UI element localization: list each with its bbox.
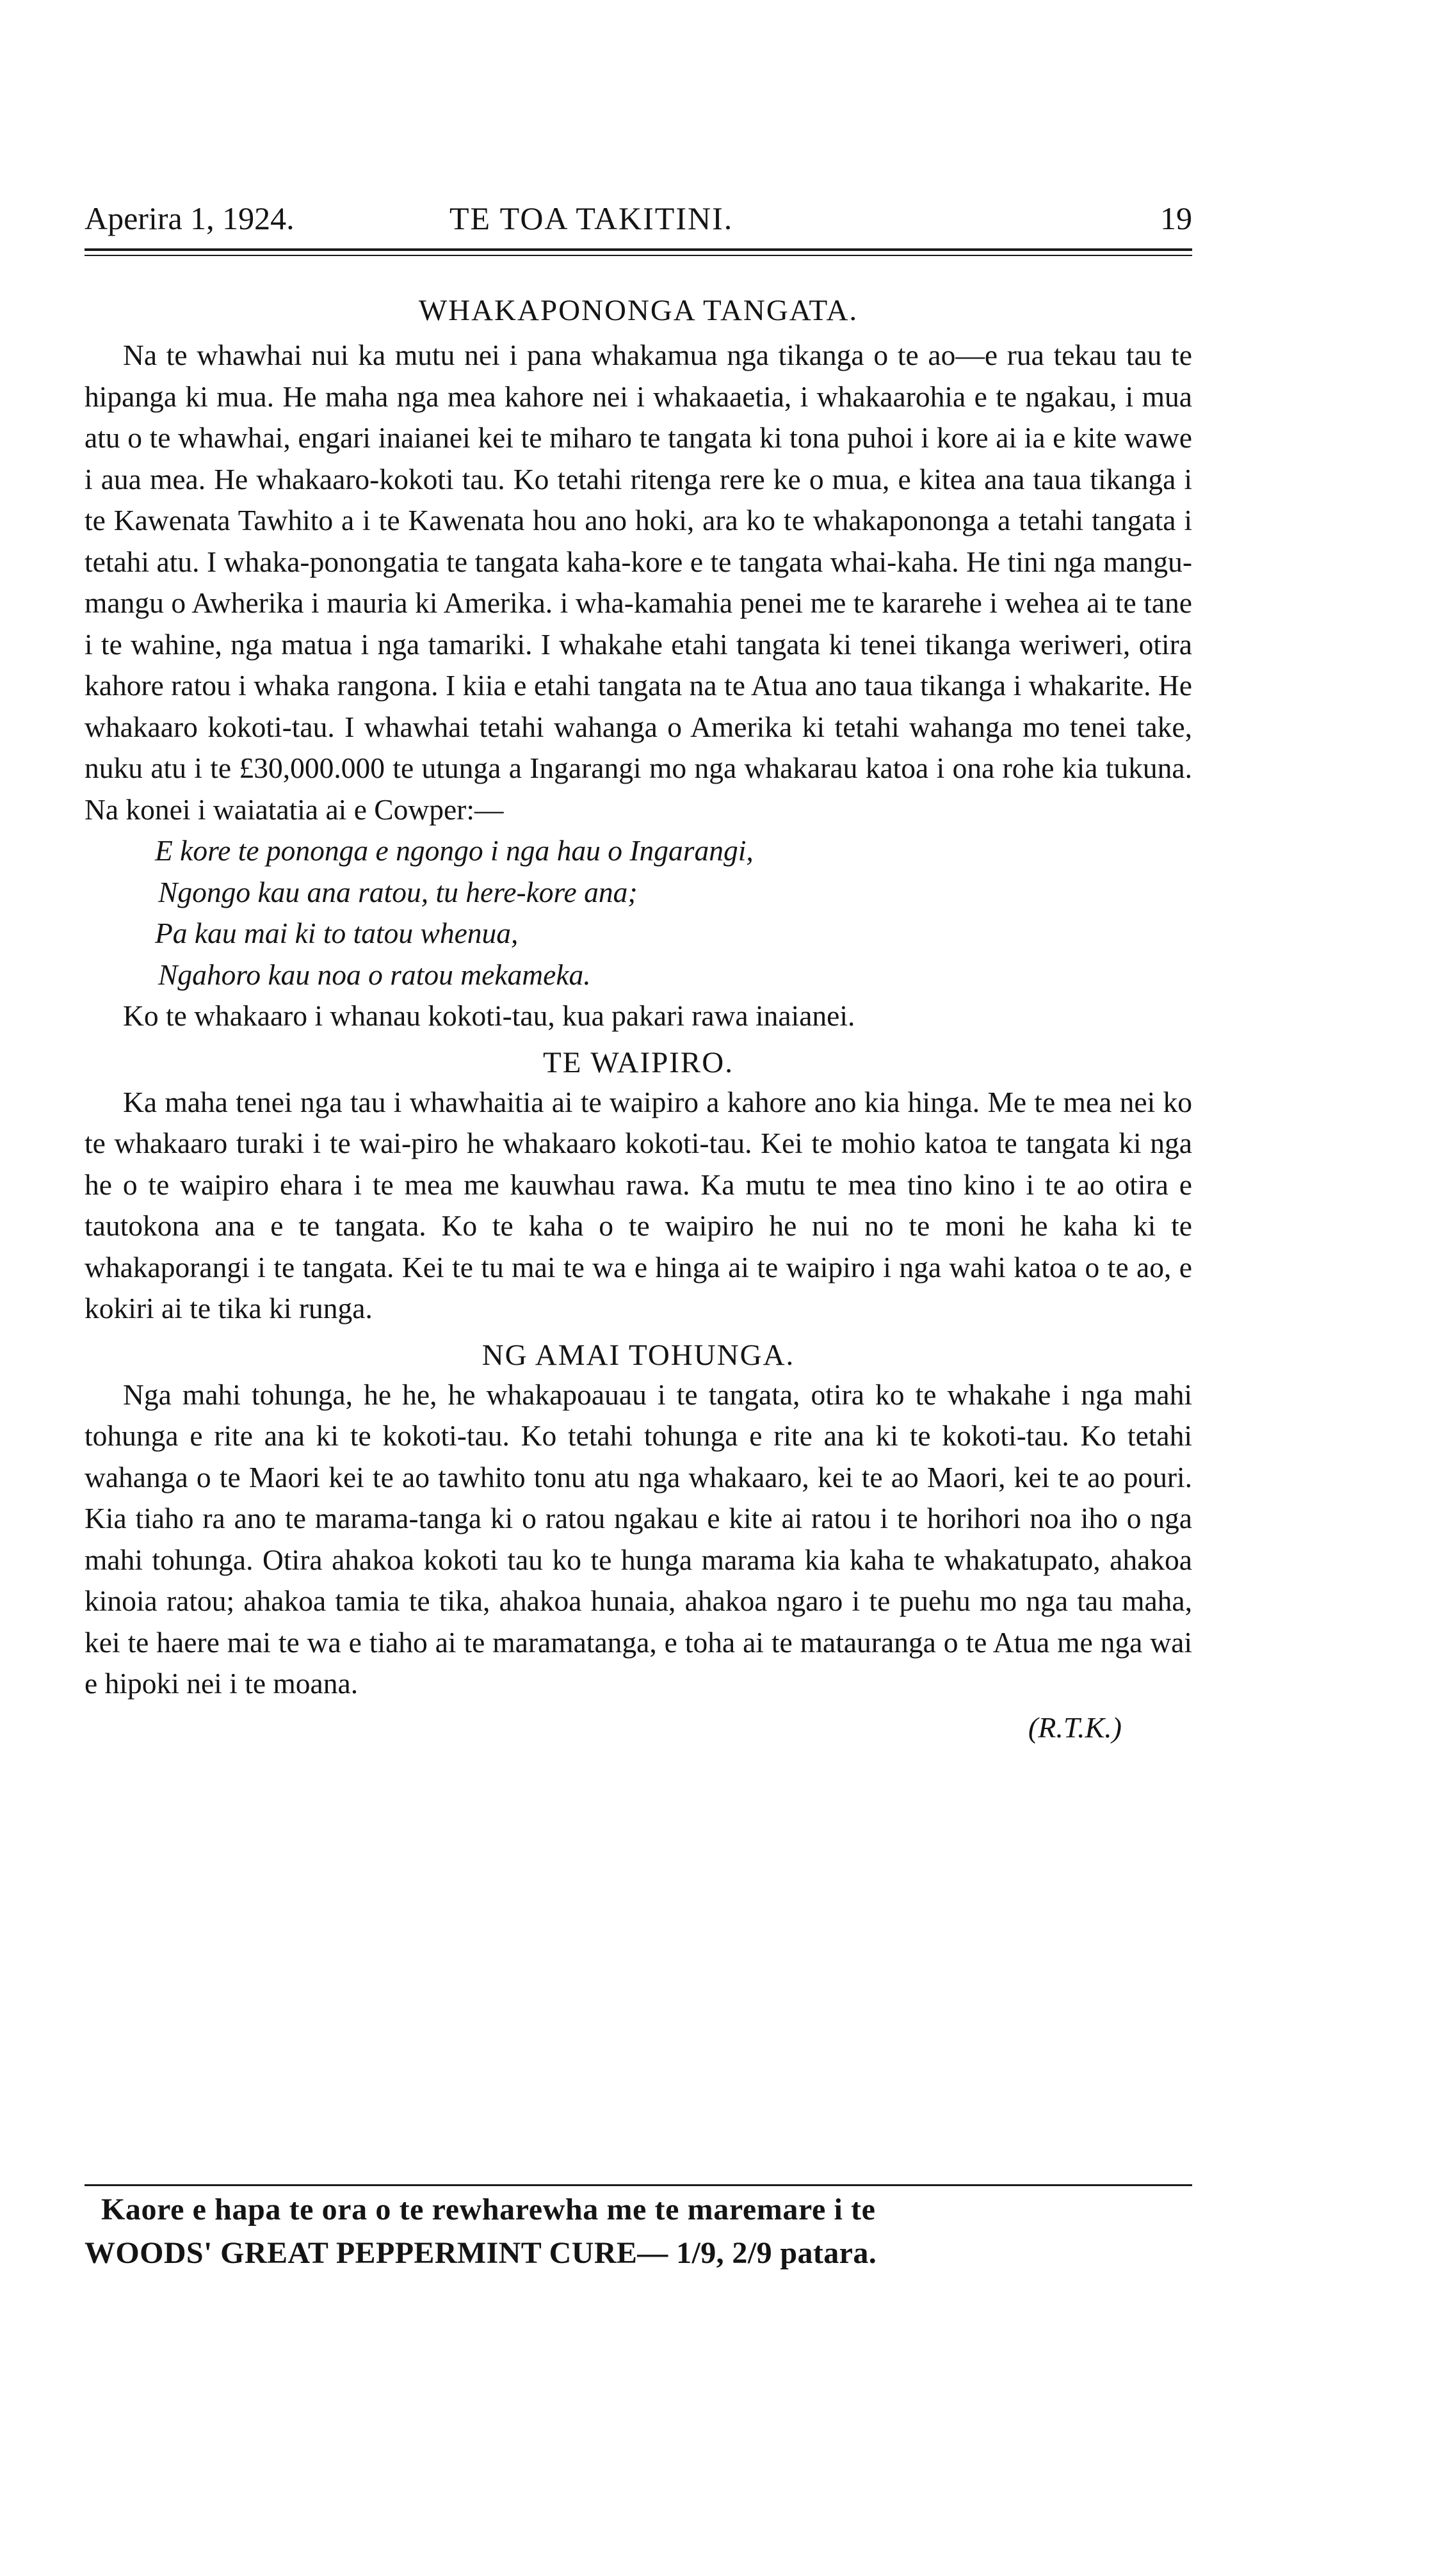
verse-line: Ngahoro kau noa o ratou mekameka. [158, 958, 591, 991]
article-paragraph: Na te whawhai nui ka mutu nei i pana whakamua nga tikanga o te ao—e rua tekau tau te hipanga ki mua. He maha nga mea kahore nei i whakaaetia, i whakaarohia e te ngakau, i mua atu o te whawhai, engari inaianei kei te miharo te tangata ki tona puhoi i kore ai ia e kite wawe i aua mea. He whakaaro-kokoti tau. Ko tetahi ritenga rere ke o mua, e kitea ana taua tikanga i te Kawenata Tawhito a i te Kawenata hou ano hoki, ara ko te whakapononga a tetahi tangata i tetahi atu. I whaka-ponongatia te tangata kaha-kore e te tangata whai-kaha. He tini nga mangu-mangu o Awherika i mauria ki Amerika. i wha-kamahia penei me te kararehe i wehea ai te tane i te wahine, nga matua i nga tamariki. I whakahe etahi tangata ki tenei tikanga weriweri, otira kahore ratou i whaka rangona. I kiia e etahi tangata na te Atua ano taua tikanga i whakarite. He whakaaro kokoti-tau. I whawhai tetahi wahanga o Amerika ki tetahi wahanga mo tenei take, nuku atu i te £30,000.000 te utunga a Ingarangi mo nga whakarau katoa i ona rohe kia tukuna. Na konei i waiatatia ai e Cowper:— [85, 339, 1192, 826]
header-rule-thin [85, 255, 1192, 256]
header-rule-thick [85, 248, 1192, 251]
running-header [85, 195, 1192, 241]
issue-date: Aperira 1, 1924. [85, 200, 295, 236]
advert-line: WOODS' GREAT PEPPERMINT CURE— 1/9, 2/9 patara. [85, 2236, 877, 2270]
article-title-whakapononga: WHAKAPONONGA TANGATA. [418, 294, 859, 327]
article-paragraph: Nga mahi tohunga, he he, he whakapoauau i te tangata, otira ko te whakahe i nga mahi tohunga e rite ana ki te kokoti-tau. Ko tetahi tohunga e rite ana ki te kokoti-tau. Ko tetahi wahanga o te Maori kei te ao tawhito tonu atu nga whakaaro, kei te ao Maori, kei te ao pouri. Kia tiaho ra ano te marama-tanga ki o ratou ngakau e kite ai ratou i te horihori noa iho o nga mahi tohunga. Otira ahakoa kokoti tau ko te hunga marama kia kaha te whakatupato, ahakoa kinoia ratou; ahakoa tamia te tika, ahakoa hunaia, ahakoa ngaro i te puehu mo nga tau maha, kei te haere mai te wa e tiaho ai te maramatanga, e toha ai te matauranga o te Atua me nga wai e hipoki nei i te moana. [85, 1378, 1192, 1700]
page-number: 19 [1160, 200, 1192, 236]
article-paragraph: Ko te whakaaro i whanau kokoti-tau, kua pakari rawa inaianei. [123, 999, 855, 1032]
advertisement [85, 2188, 1192, 2275]
verse-line: E kore te pononga e ngongo i nga hau o Ingarangi, [155, 834, 754, 867]
verse-line: Ngongo kau ana ratou, tu here-kore ana; [158, 875, 638, 908]
newspaper-title: TE TOA TAKITINI. [449, 200, 734, 236]
article-title-waipiro: TE WAIPIRO. [543, 1045, 734, 1079]
article-title-tohunga: NG AMAI TOHUNGA. [481, 1338, 795, 1372]
author-signature: (R.T.K.) [1028, 1711, 1122, 1744]
article-column [85, 291, 1192, 1748]
article-paragraph: Ka maha tenei nga tau i whawhaitia ai te waipiro a kahore ano kia hinga. Me te mea nei ko te whakaaro turaki i te wai-piro he whakaaro kokoti-tau. Kei te mohio katoa te tangata ki nga he o te waipiro ehara i te mea me kauwhau rawa. Ka mutu te mea tino kino i te ao otira e tautokona ana e te tangata. Ko te kaha o te waipiro he nui no te moni he kaha ki te whakaporangi i te tangata. Kei te tu mai te wa e hinga ai te waipiro i nga wahi katoa o te ao, e kokiri ai te tika ki runga. [85, 1085, 1192, 1324]
advert-rule [85, 2184, 1192, 2186]
verse-line: Pa kau mai ki to tatou whenua, [155, 917, 519, 949]
advert-line: Kaore e hapa te ora o te rewharewha me te maremare i te [101, 2193, 876, 2226]
